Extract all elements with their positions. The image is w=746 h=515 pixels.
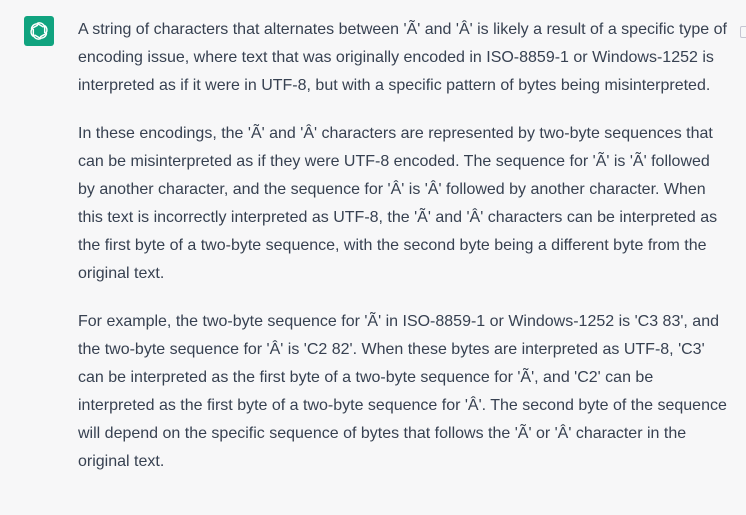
message-paragraph: A string of characters that alternates between 'Ã' and 'Â' is likely a result of a specific type of encoding issue, where text that was originally encoded in ISO-8859-1 or Windows-1252 is interpreted as if it were in UTF-8, but with a specific pattern of bytes being misinterpreted. xyxy=(78,21,727,94)
message-body xyxy=(78,16,730,496)
openai-logo-icon xyxy=(24,16,54,46)
message-paragraph: For example, the two-byte sequence for 'Ã' in ISO-8859-1 or Windows-1252 is 'C3 83', and the two-byte sequence for 'Â' is 'C2 82'. When these bytes are interpreted as UTF-8, 'C3' can be interpreted as the first byte of a two-byte sequence for 'Ã', and 'C2' can be interpreted as the first byte of a two-byte sequence for 'Â'. The second byte of the sequence will depend on the specific sequence of bytes that follows the 'Ã' or 'Â' character in the original text. xyxy=(78,313,727,470)
copy-icon[interactable] xyxy=(740,26,746,38)
message-paragraph: In these encodings, the 'Ã' and 'Â' characters are represented by two-byte sequences that can be misinterpreted as if they were UTF-8 encoded. The sequence for 'Ã' is 'Ã' followed by another character, and the sequence for 'Â' is 'Â' followed by another character. When this text is incorrectly interpreted as UTF-8, the 'Ã' and 'Â' characters can be interpreted as the first byte of a two-byte sequence, with the second byte being a different byte from the original text. xyxy=(78,125,718,282)
